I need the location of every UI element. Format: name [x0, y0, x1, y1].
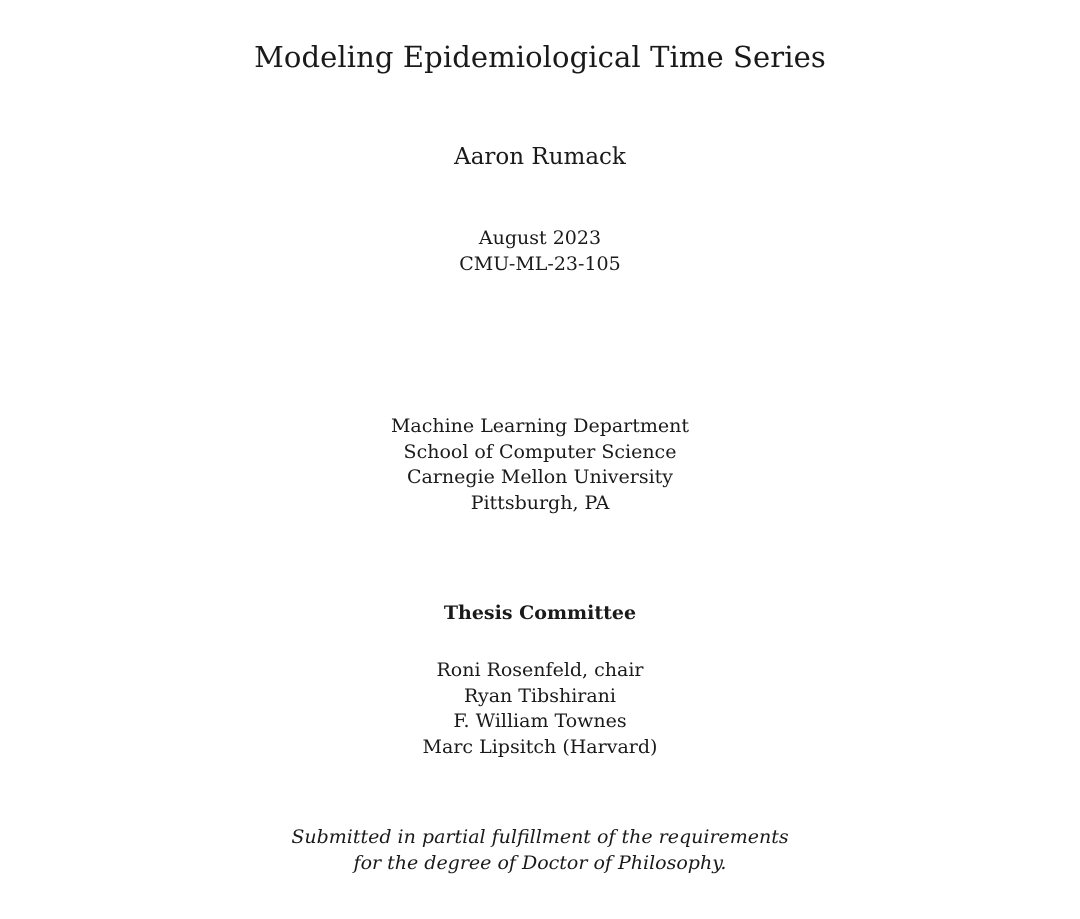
affiliation-department: Machine Learning Department — [390, 415, 690, 437]
committee-members — [0, 658, 1080, 760]
report-number: CMU-ML-23-105 — [459, 253, 621, 275]
submission-line: for the degree of Doctor of Philosophy. — [353, 852, 727, 874]
committee-heading: Thesis Committee — [443, 602, 637, 624]
submission-line: Submitted in partial fulfillment of the requirements — [291, 826, 789, 848]
affiliation-university: Carnegie Mellon University — [406, 466, 674, 488]
committee-member: F. William Townes — [453, 710, 627, 732]
thesis-date: August 2023 — [478, 227, 602, 249]
submission-statement — [0, 824, 1080, 876]
committee-member: Ryan Tibshirani — [463, 684, 616, 707]
thesis-title: Modeling Epidemiological Time Series — [254, 40, 826, 74]
author-name: Aaron Rumack — [454, 144, 626, 170]
committee-member: Roni Rosenfeld, chair — [436, 659, 644, 681]
date-and-report-number — [0, 225, 1080, 277]
affiliation-location: Pittsburgh, PA — [470, 491, 610, 514]
affiliation — [0, 414, 1080, 516]
affiliation-school: School of Computer Science — [403, 440, 677, 463]
committee-member: Marc Lipsitch (Harvard) — [422, 735, 658, 758]
